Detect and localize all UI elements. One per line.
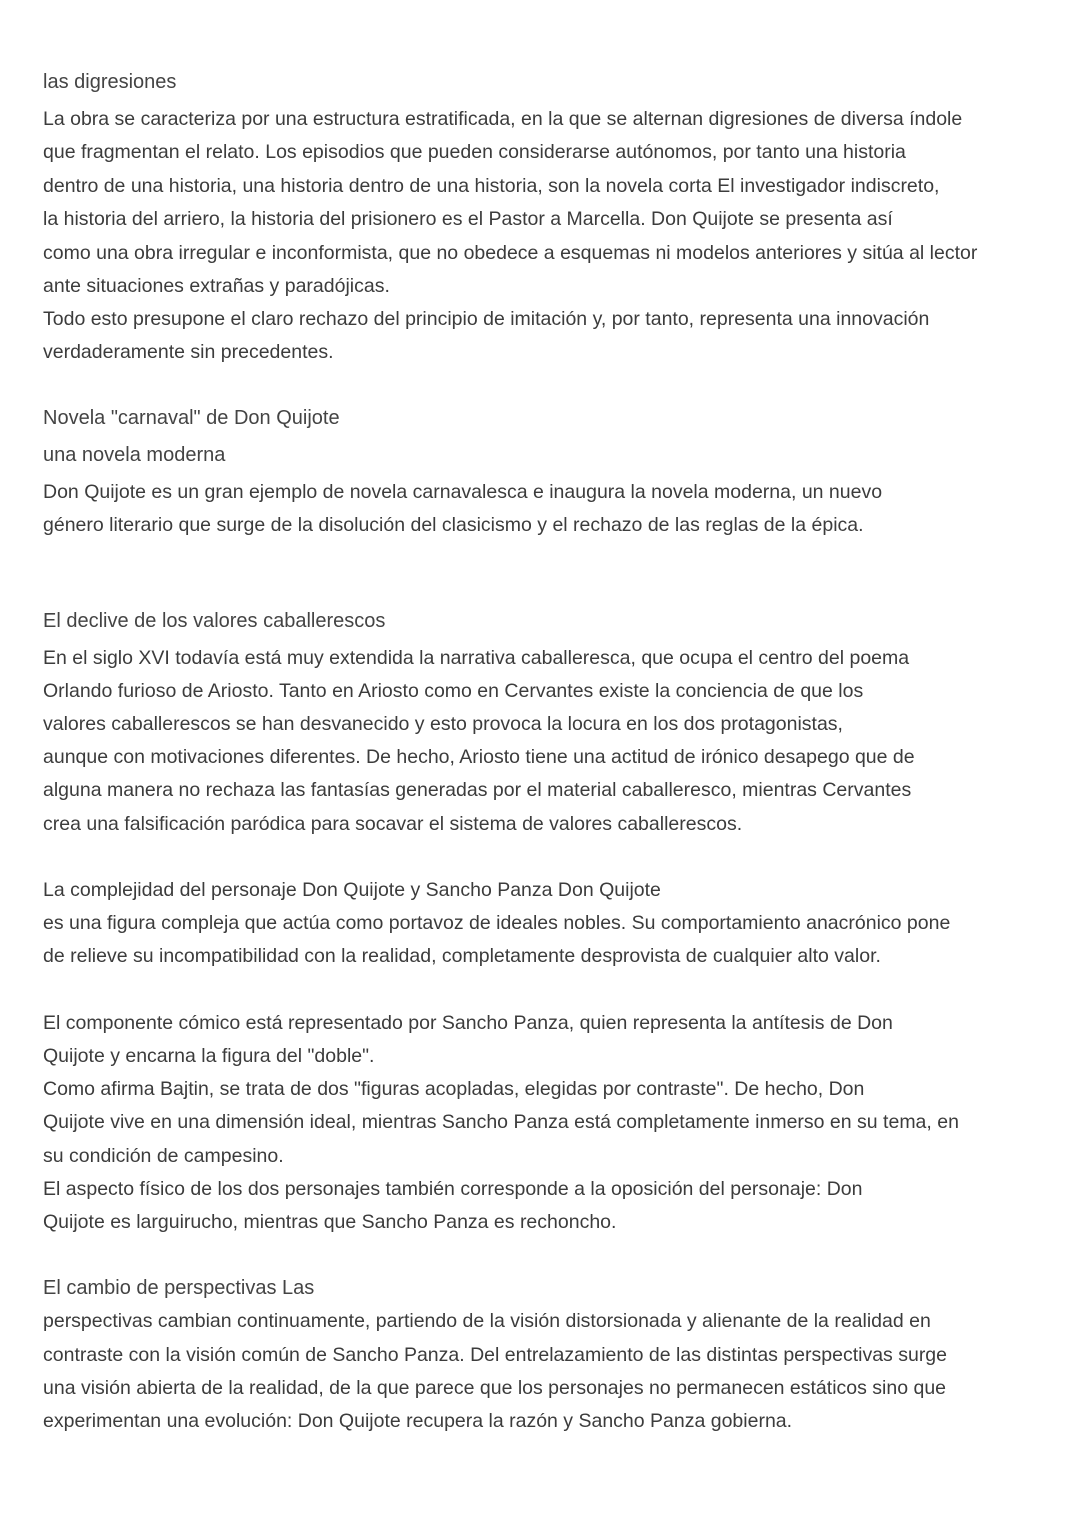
body-line: alguna manera no rechaza las fantasías generadas por el material caballeresco, mientras Cervantes	[43, 779, 912, 801]
body-line: El componente cómico está representado por Sancho Panza, quien representa la antítesis de Don	[43, 1012, 893, 1034]
body-line: una visión abierta de la realidad, de la que parece que los personajes no permanecen estáticos sino que	[43, 1377, 947, 1399]
body-line: verdaderamente sin precedentes.	[43, 341, 334, 363]
body-line: que fragmentan el relato. Los episodios que pueden considerarse autónomos, por tanto una historia	[43, 141, 906, 163]
body-line: aunque con motivaciones diferentes. De hecho, Ariosto tiene una actitud de irónico desapego que de	[43, 746, 915, 768]
section-heading: La complejidad del personaje Don Quijote y Sancho Panza Don Quijote	[43, 879, 661, 901]
body-line: es una figura compleja que actúa como portavoz de ideales nobles. Su comportamiento anacrónico pone	[43, 912, 951, 934]
body-line: Quijote es larguirucho, mientras que Sancho Panza es rechoncho.	[43, 1211, 617, 1233]
body-line: Quijote vive en una dimensión ideal, mientras Sancho Panza está completamente inmerso en su tema, en	[43, 1111, 959, 1133]
body-line: perspectivas cambian continuamente, partiendo de la visión distorsionada y alienante de la realidad en	[43, 1310, 931, 1332]
body-line: como una obra irregular e inconformista, que no obedece a esquemas ni modelos anteriores y sitúa al lector	[43, 242, 978, 264]
body-line: dentro de una historia, una historia dentro de una historia, son la novela corta El investigador indiscreto,	[43, 175, 940, 197]
body-line: su condición de campesino.	[43, 1145, 284, 1167]
body-line: Orlando furioso de Ariosto. Tanto en Ariosto como en Cervantes existe la conciencia de que los	[43, 680, 864, 702]
section-heading: El cambio de perspectivas Las	[43, 1277, 315, 1299]
section-heading: las digresiones	[43, 71, 177, 93]
body-line: En el siglo XVI todavía está muy extendida la narrativa caballeresca, que ocupa el centro del poema	[43, 647, 910, 669]
body-line: la historia del arriero, la historia del prisionero es el Pastor a Marcella. Don Quijote se presenta así	[43, 208, 893, 230]
body-line: El aspecto físico de los dos personajes también corresponde a la oposición del personaje: Don	[43, 1178, 863, 1200]
body-line: Como afirma Bajtin, se trata de dos "figuras acopladas, elegidas por contraste". De hecho, Don	[43, 1078, 865, 1100]
body-line: crea una falsificación paródica para socavar el sistema de valores caballerescos.	[43, 813, 743, 835]
section-subheading: una novela moderna	[43, 444, 226, 466]
section-heading: El declive de los valores caballerescos	[43, 610, 386, 632]
section-heading: Novela "carnaval" de Don Quijote	[43, 407, 340, 429]
body-line: Don Quijote es un gran ejemplo de novela carnavalesca e inaugura la novela moderna, un nuevo	[43, 481, 883, 503]
body-line: contraste con la visión común de Sancho Panza. Del entrelazamiento de las distintas perspectivas surge	[43, 1344, 947, 1366]
body-line: La obra se caracteriza por una estructura estratificada, en la que se alternan digresiones de diversa índole	[43, 108, 963, 130]
body-line: de relieve su incompatibilidad con la realidad, completamente desprovista de cualquier alto valor.	[43, 945, 881, 967]
body-line: experimentan una evolución: Don Quijote recupera la razón y Sancho Panza gobierna.	[43, 1410, 793, 1432]
body-line: Todo esto presupone el claro rechazo del principio de imitación y, por tanto, representa una innovación	[43, 308, 930, 330]
body-line: valores caballerescos se han desvanecido y esto provoca la locura en los dos protagonistas,	[43, 713, 843, 735]
body-line: género literario que surge de la disolución del clasicismo y el rechazo de las reglas de la épica.	[43, 514, 864, 536]
body-line: ante situaciones extrañas y paradójicas.	[43, 275, 390, 297]
body-line: Quijote y encarna la figura del "doble".	[43, 1045, 375, 1067]
